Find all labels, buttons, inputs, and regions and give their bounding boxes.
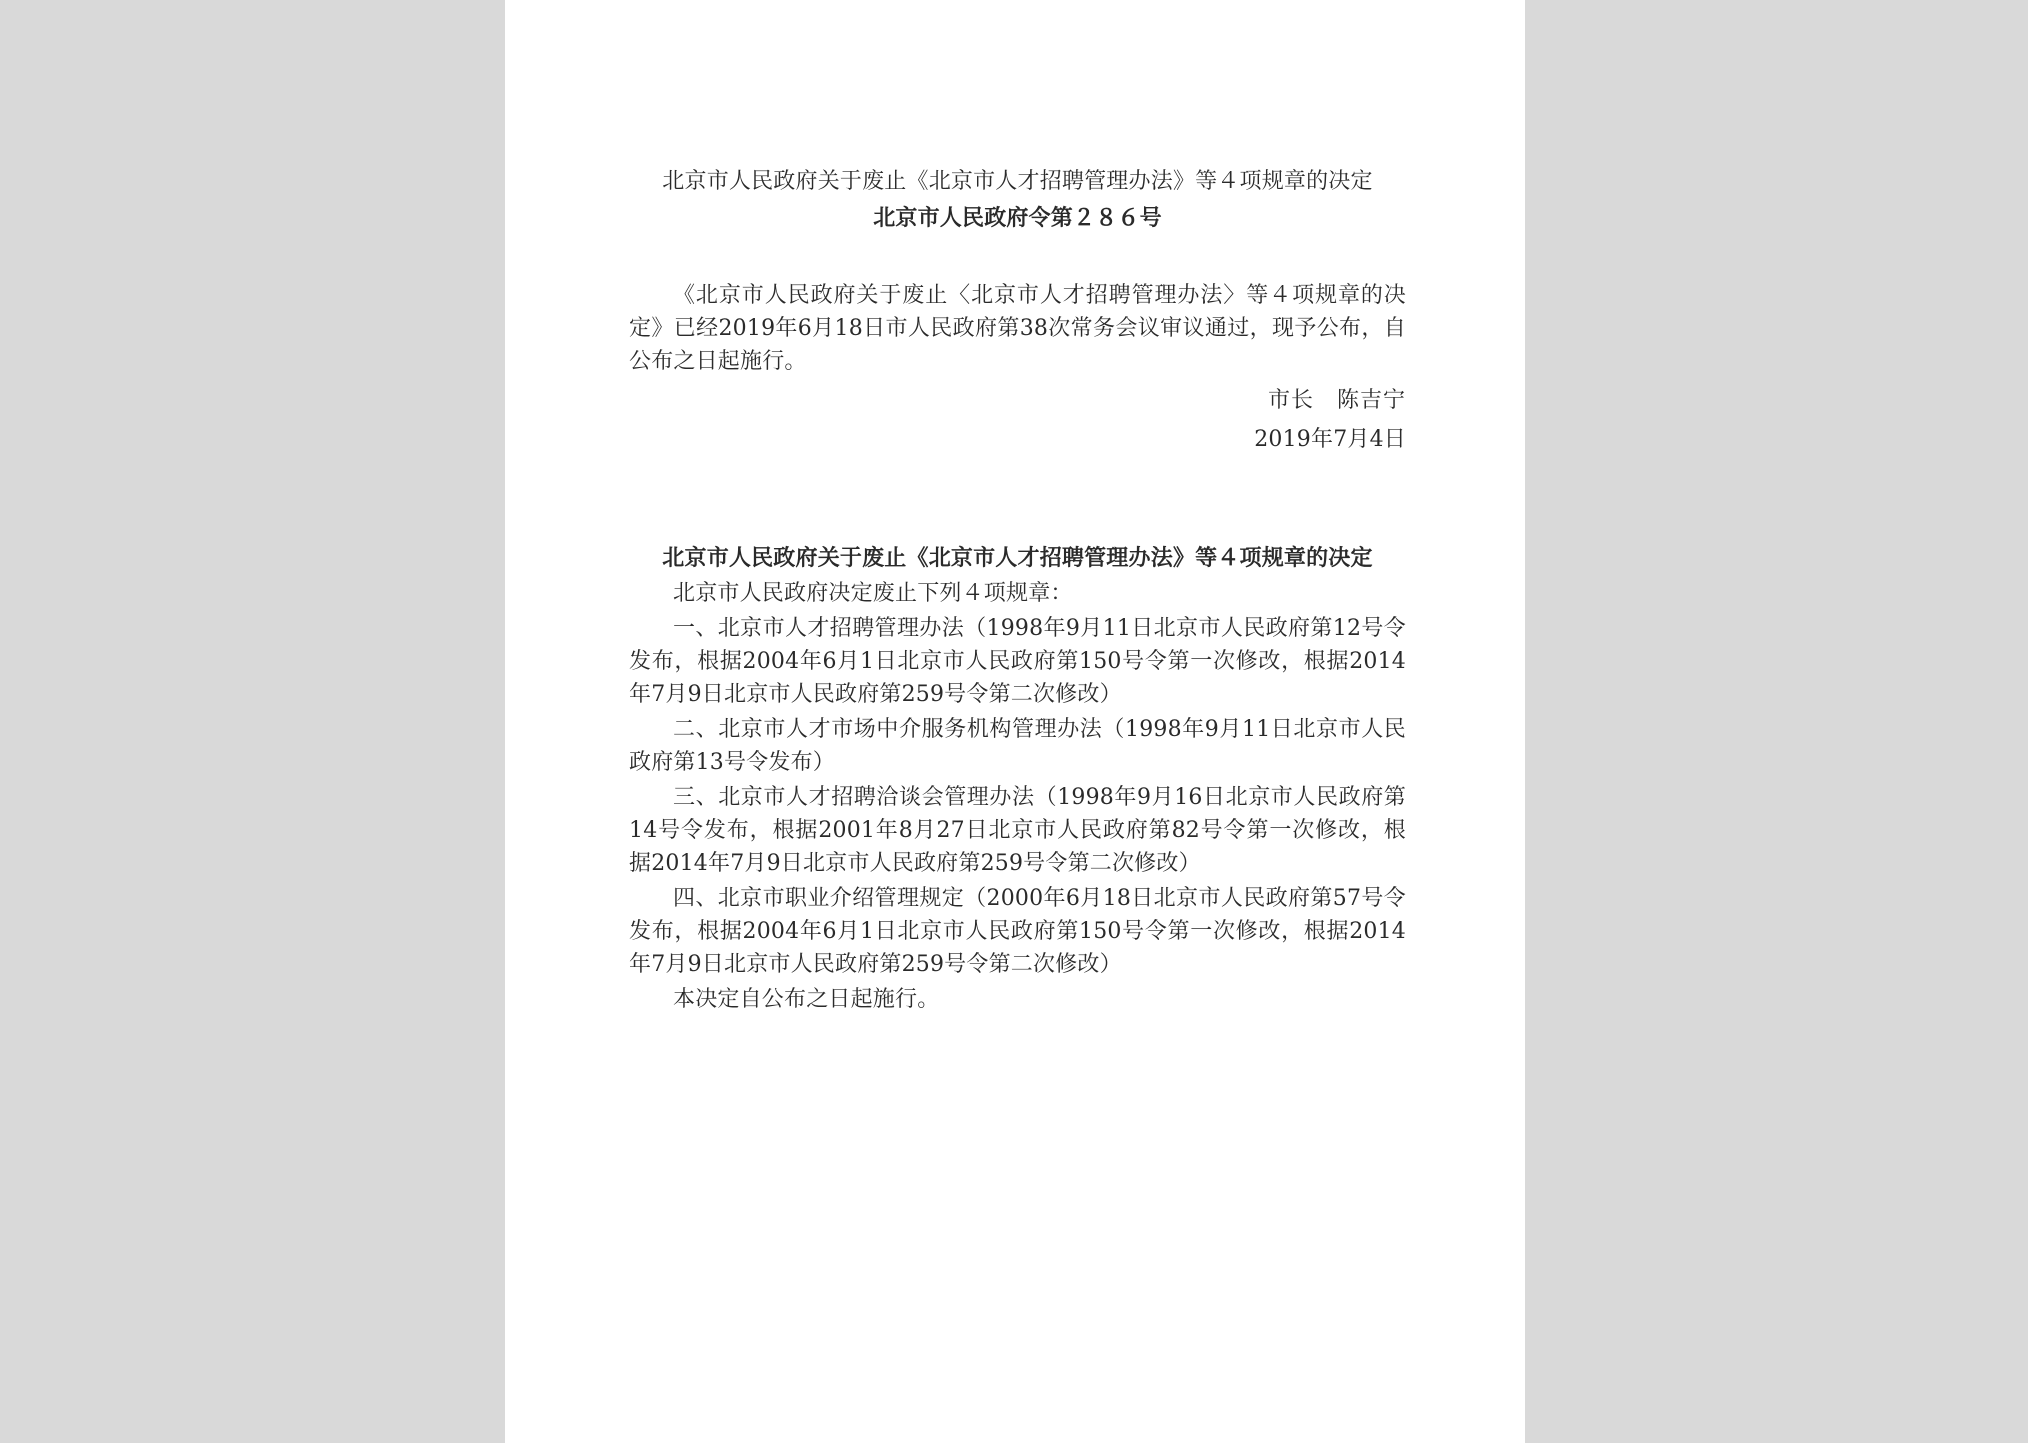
order-number: 北京市人民政府令第２８６号	[873, 205, 1162, 231]
header-title: 北京市人民政府关于废止《北京市人才招聘管理办法》等４项规章的决定	[662, 169, 1373, 194]
decision-item-4: 四、北京市职业介绍管理规定（2000年6月18日北京市人民政府第57号令发布，根据2004年6月1日北京市人民政府第150号令第一次修改，根据2014年7月9日北京市人民政府第259号令第二次修改）	[629, 886, 1406, 977]
decision-item-2: 二、北京市人才市场中介服务机构管理办法（1998年9月11日北京市人民政府第13号令发布）	[629, 717, 1406, 775]
closing-paragraph: 本决定自公布之日起施行。	[673, 987, 940, 1012]
document-page	[505, 0, 1525, 1443]
decision-title: 北京市人民政府关于废止《北京市人才招聘管理办法》等４项规章的决定	[662, 545, 1373, 571]
decision-item-3: 三、北京市人才招聘洽谈会管理办法（1998年9月16日北京市人民政府第14号令发布，根据2001年8月27日北京市人民政府第82号令第一次修改，根据2014年7月9日北京市人民政府第259号令第二次修改）	[629, 785, 1406, 876]
signature-date: 2019年7月4日	[1254, 427, 1406, 452]
preamble-paragraph: 《北京市人民政府关于废止〈北京市人才招聘管理办法〉等４项规章的决定》已经2019年6月18日市人民政府第38次常务会议审议通过，现予公布，自公布之日起施行。	[629, 283, 1406, 374]
decision-intro: 北京市人民政府决定废止下列４项规章：	[673, 581, 1073, 606]
decision-item-1: 一、北京市人才招聘管理办法（1998年9月11日北京市人民政府第12号令发布，根据2004年6月1日北京市人民政府第150号令第一次修改，根据2014年7月9日北京市人民政府第259号令第二次修改）	[629, 616, 1406, 707]
signature-title: 市长 陈吉宁	[1267, 388, 1406, 413]
document-content	[629, 165, 1406, 1016]
